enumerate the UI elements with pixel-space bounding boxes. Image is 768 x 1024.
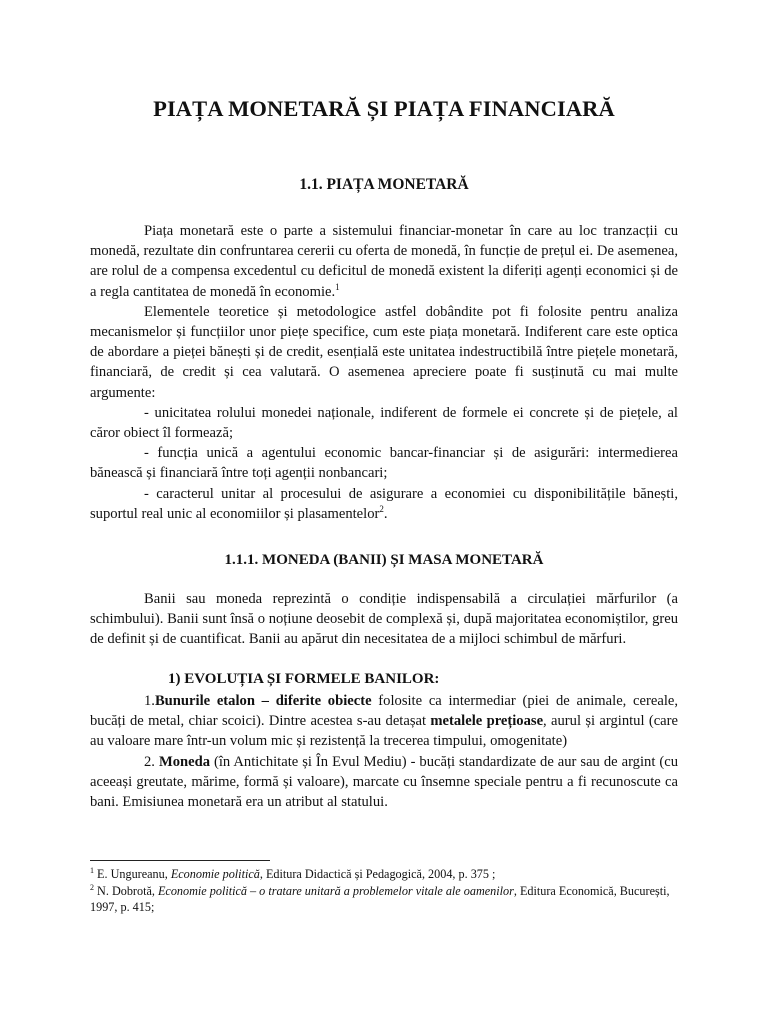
list-item-1-bold: Bunurile etalon – diferite obiecte — [154, 693, 372, 709]
argument-item-3-end: . — [383, 505, 388, 522]
footnote-1 — [90, 866, 678, 883]
list-heading: 1) EVOLUȚIA ȘI FORMELE BANILOR: — [168, 671, 440, 687]
footnote-2-author: N. Dobrotă, — [94, 883, 158, 898]
paragraph-3: Banii sau moneda reprezintă o condiție indispensabilă a circulației mărfurilor (a schimbului). Banii sunt însă o noțiune deosebit de complexă și, după majoritatea economiștilor, greu de definit și de cuantificat. Banii au apărut din necesitatea de a mijloci schimbul de mărfuri. — [90, 591, 678, 648]
document-title: PIAȚA MONETARĂ ȘI PIAȚA FINANCIARĂ — [153, 96, 615, 121]
list-item-1-bold-2: metalele prețioase — [430, 713, 544, 730]
footnote-2 — [90, 883, 678, 916]
footnote-divider — [90, 860, 270, 861]
paragraph-1-text: Piața monetară este o parte a sistemului financiar-monetar în care au loc tranzacții cu monedă, rezultate din confruntarea cererii cu oferta de monedă, în funcție de prețul ei. De asemenea, are rolul de a compensa excedentul cu deficitul de monedă existent la diferiți agenți economici și de a regla cantitatea de monedă în economie. — [90, 223, 678, 300]
argument-item-2: - funcția unică a agentului economic bancar-financiar și de asigurări: intermedierea bănească și financiară între toți agenții nonbancari; — [90, 445, 678, 482]
list-item-2 — [90, 752, 678, 813]
footnote-ref-2: 2 — [379, 503, 384, 514]
subsection-title: 1.1.1. MONEDA (BANII) ȘI MASA MONETARĂ — [224, 552, 544, 568]
footnote-1-number: 1 — [90, 865, 94, 875]
list-item-2-number: 2. — [144, 753, 159, 770]
list-item-1-text-a: folosite ca intermediar (piei de animale, cereale, bucăți de metal, chiar scoici). Dintre acestea s-au detașat — [90, 693, 678, 730]
paragraph-1 — [90, 221, 678, 302]
footnote-ref-1: 1 — [335, 281, 340, 292]
footnote-1-publisher: , Editura Didactică și Pedagogică, 2004, p. 375 ; — [259, 867, 496, 881]
footnote-1-title: Economie politică — [170, 867, 260, 881]
footnote-2-title: Economie politică – o tratare unitară a problemelor vitale ale oamenilor — [157, 883, 514, 898]
list-item-1-number: 1. — [144, 693, 155, 709]
argument-item-3 — [90, 484, 678, 524]
footnote-1-author: E. Ungureanu, — [94, 867, 171, 881]
footnotes — [90, 866, 678, 916]
money-forms-block — [90, 691, 678, 812]
footnote-2-publisher: , Editura Economică, București, 1997, p. 415; — [90, 883, 670, 914]
paragraph-2: Elementele teoretice și metodologice astfel dobândite pot fi folosite pentru analiza mecanismelor și funcțiilor unor piețe specifice, cum este piața monetară. Indiferent care este optica de abordare a pieței bănești și de credit, esențială este unitatea indestructibilă între piețele monetară, financiară, de credit și cea valutară. O asemenea apreciere poate fi susținută cu mai multe argumente: — [90, 303, 678, 401]
section-title: 1.1. PIAȚA MONETARĂ — [299, 176, 469, 193]
list-item-2-text: (în Antichitate și În Evul Mediu) - bucăți standardizate de aur sau de argint (cu aceeași greutate, mărime, formă și valoare), marcate cu însemne speciale pentru a fi recunoscute ca bani. Emisiunea monetară era un atribut al statului. — [90, 753, 678, 811]
list-item-1 — [90, 691, 678, 752]
list-item-2-bold: Moneda — [158, 753, 211, 770]
argument-item-3-text: - caracterul unitar al procesului de asigurare a economiei cu disponibilitățile bănești, suportul real unic al economiilor și plasamentelor — [90, 485, 678, 522]
list-item-1-text-b: , aurul și argintul (care au valoare mare într-un volum mic și rezistență la trecerea timpului, omogenitate) — [90, 713, 678, 750]
intro-text-block — [90, 221, 678, 524]
argument-item-1: - unicitatea rolului monedei naționale, indiferent de formele ei concrete și de piețele, al căror obiect îl formează; — [90, 404, 678, 442]
money-text-block — [90, 589, 678, 650]
footnote-2-number: 2 — [90, 882, 94, 892]
